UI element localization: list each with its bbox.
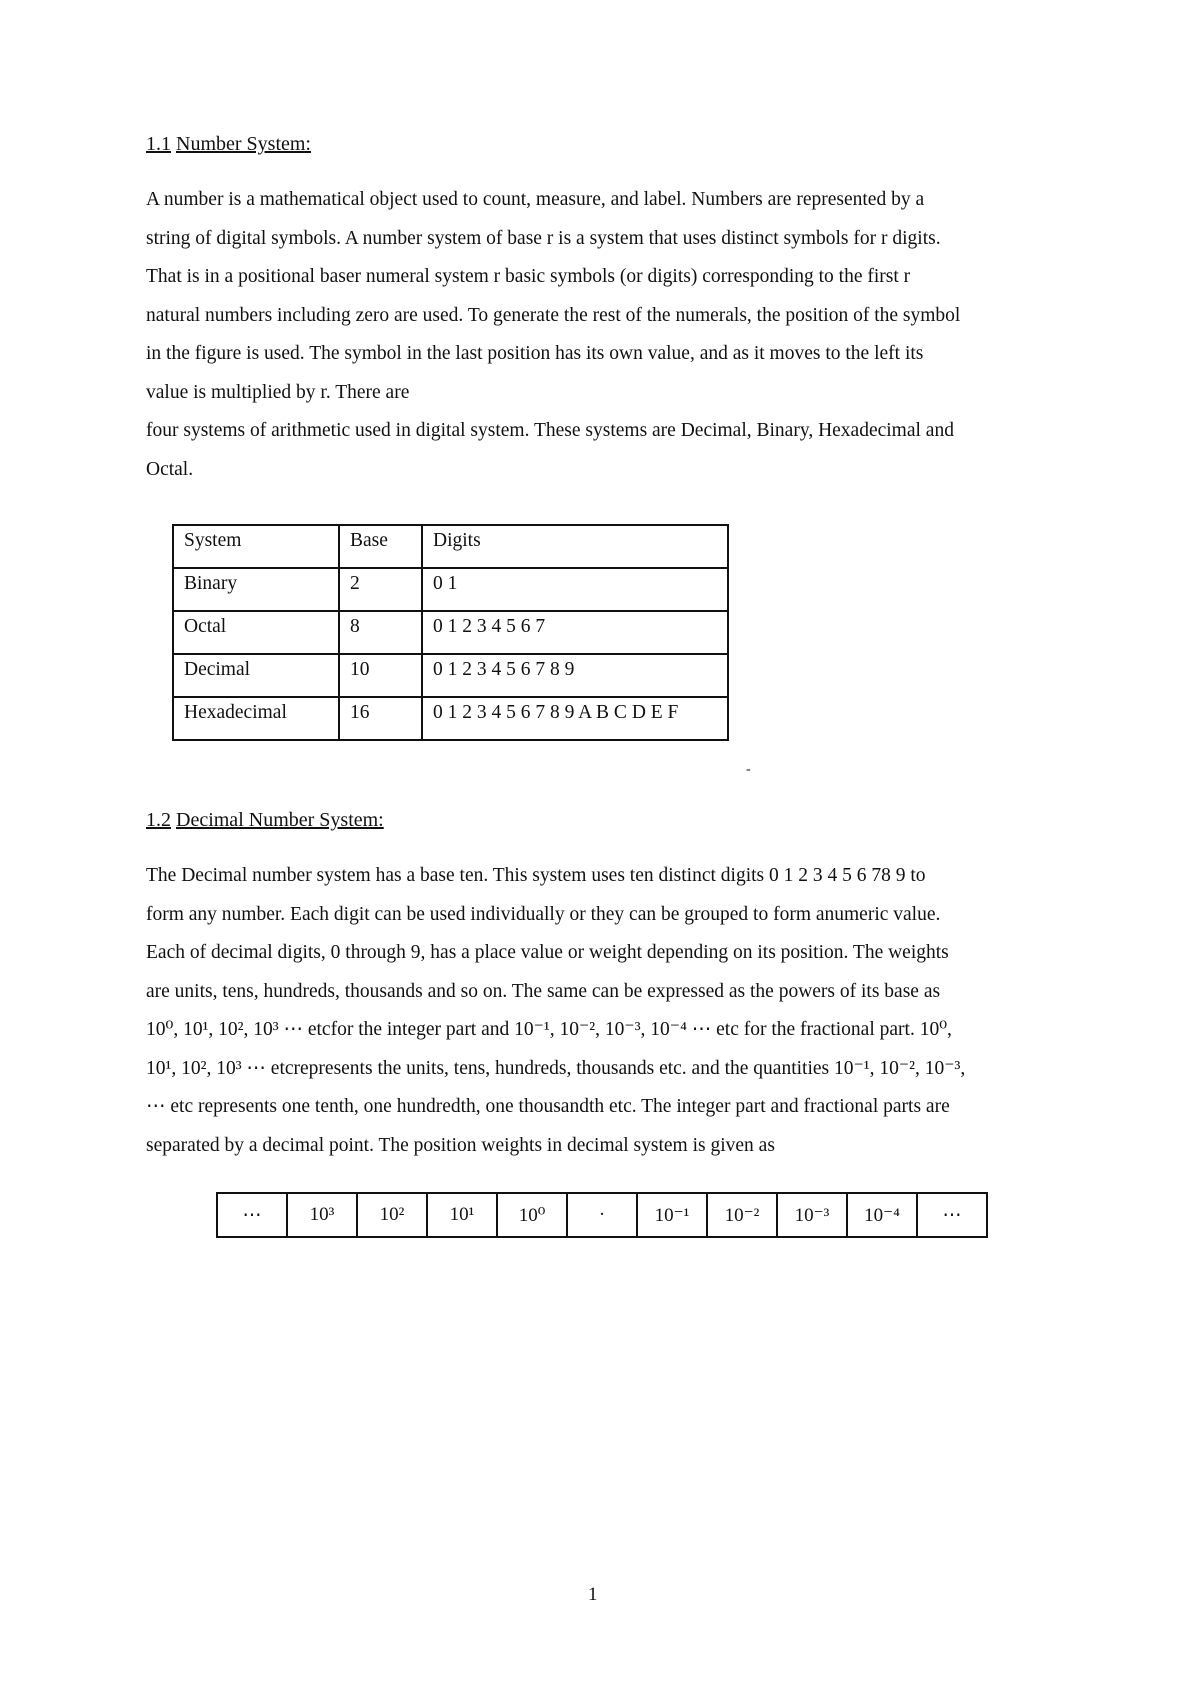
table-header-row <box>173 525 728 568</box>
weight-cell: 10⁻³ <box>777 1193 847 1237</box>
cell-base: 16 <box>339 697 422 740</box>
cell-digits: 0 1 2 3 4 5 6 7 8 9 <box>422 654 728 697</box>
table-row <box>173 611 728 654</box>
weight-cell: 10¹ <box>427 1193 497 1237</box>
cell-digits: 0 1 2 3 4 5 6 7 8 9 A B C D E F <box>422 697 728 740</box>
number-system-paragraph <box>146 181 1062 489</box>
weight-cell: 10⁻¹ <box>637 1193 707 1237</box>
weight-cell: 10⁻⁴ <box>847 1193 917 1237</box>
paragraph-line: value is multiplied by r. There are <box>146 381 410 403</box>
weight-cell: ⋯ <box>217 1193 287 1237</box>
header-cell-digits: Digits <box>422 525 728 568</box>
cell-digits: 0 1 2 3 4 5 6 7 <box>422 611 728 654</box>
decimal-system-paragraph <box>146 857 1062 1165</box>
section-heading-number-system <box>146 132 311 156</box>
table-row <box>173 654 728 697</box>
table-row <box>173 697 728 740</box>
section-title: Number System: <box>176 133 311 155</box>
position-weights-table <box>216 1192 988 1238</box>
cell-system: Hexadecimal <box>173 697 339 740</box>
section-number: 1.2 <box>146 809 171 831</box>
paragraph-line: 10¹, 10², 10³ ⋯ etcrepresents the units, tens, hundreds, thousands etc. and the quantities 10⁻¹, 10⁻², 10⁻³, <box>146 1057 966 1079</box>
paragraph-line: A number is a mathematical object used to count, measure, and label. Numbers are represented by a <box>146 189 925 210</box>
paragraph-line: string of digital symbols. A number system of base r is a system that uses distinct symbols for r digits. <box>146 227 941 249</box>
cell-base: 2 <box>339 568 422 611</box>
paragraph-line: in the figure is used. The symbol in the last position has its own value, and as it moves to the left its <box>146 343 924 364</box>
weight-cell: 10⁻² <box>707 1193 777 1237</box>
paragraph-line: Each of decimal digits, 0 through 9, has a place value or weight depending on its position. The weights <box>146 942 949 963</box>
paragraph-line: ⋯ etc represents one tenth, one hundredth, one thousandth etc. The integer part and fractional parts are <box>146 1096 950 1117</box>
paragraph-line: Octal. <box>146 458 194 480</box>
section-title: Decimal Number System: <box>176 809 384 831</box>
paragraph-line: four systems of arithmetic used in digital system. These systems are Decimal, Binary, Hexadecimal and <box>146 420 954 441</box>
stray-mark: - <box>746 762 751 777</box>
paragraph-line: 10⁰, 10¹, 10², 10³ ⋯ etcfor the integer part and 10⁻¹, 10⁻², 10⁻³, 10⁻⁴ ⋯ etc for the fractional part. 10⁰, <box>146 1019 952 1040</box>
header-cell-system: System <box>173 525 339 568</box>
cell-digits: 0 1 <box>422 568 728 611</box>
paragraph-line: separated by a decimal point. The position weights in decimal system is given as <box>146 1134 775 1156</box>
page-number: 1 <box>588 1584 598 1605</box>
cell-base: 10 <box>339 654 422 697</box>
paragraph-line: are units, tens, hundreds, thousands and so on. The same can be expressed as the powers of its base as <box>146 980 941 1002</box>
header-cell-base: Base <box>339 525 422 568</box>
number-systems-table <box>172 524 729 741</box>
table-row <box>173 568 728 611</box>
weight-cell: 10⁰ <box>497 1193 567 1237</box>
section-number: 1.1 <box>146 133 171 155</box>
paragraph-line: The Decimal number system has a base ten. This system uses ten distinct digits 0 1 2 3 4 5 6 78 9 to <box>146 865 926 886</box>
weight-cell: ⋯ <box>917 1193 987 1237</box>
paragraph-line: natural numbers including zero are used. To generate the rest of the numerals, the position of the symbol <box>146 304 961 326</box>
section-heading-decimal-system <box>146 808 384 832</box>
weight-cell: 10² <box>357 1193 427 1237</box>
cell-system: Decimal <box>173 654 339 697</box>
cell-base: 8 <box>339 611 422 654</box>
weight-cell: · <box>567 1193 637 1237</box>
paragraph-line: form any number. Each digit can be used individually or they can be grouped to form anumeric value. <box>146 903 941 925</box>
cell-system: Binary <box>173 568 339 611</box>
paragraph-line: That is in a positional baser numeral system r basic symbols (or digits) corresponding to the first r <box>146 266 911 287</box>
weight-cell: 10³ <box>287 1193 357 1237</box>
weights-row <box>217 1193 987 1237</box>
cell-system: Octal <box>173 611 339 654</box>
